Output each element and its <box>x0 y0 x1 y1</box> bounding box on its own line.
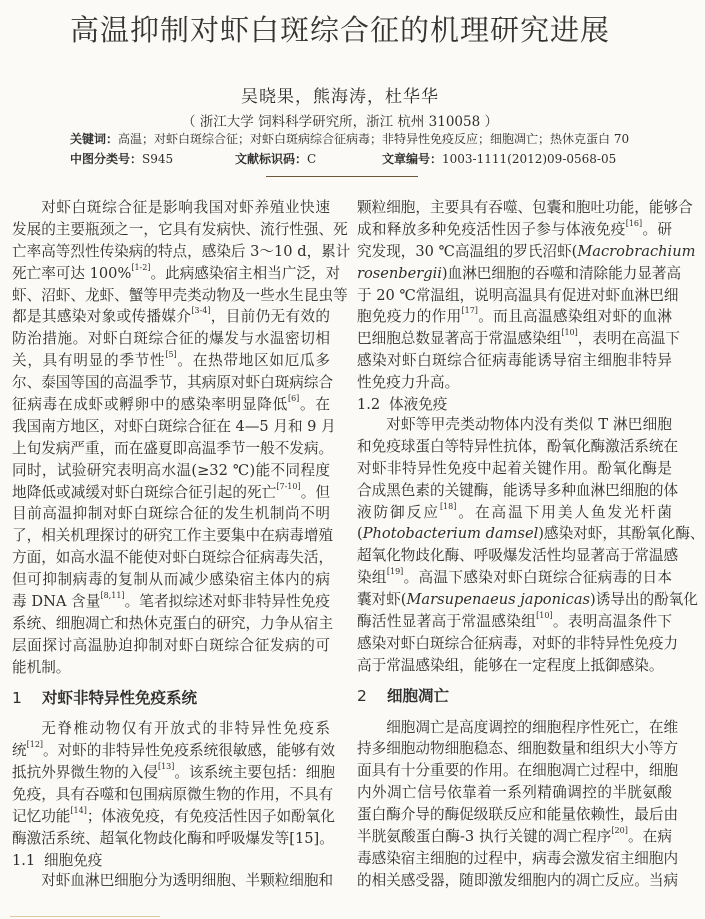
clc-value: S945 <box>142 152 174 166</box>
citation: [14] <box>70 806 87 816</box>
article-no-label: 文章编号： <box>382 152 443 166</box>
keywords-label: 关键词： <box>70 132 119 146</box>
species-name: Macrobrachium <box>577 242 696 260</box>
doc-code-value: C <box>307 152 317 166</box>
text-line: (Photobacterium damsel)感染对虾，其酚氧化酶、 <box>357 525 705 543</box>
text-line: 死亡率可达 100%[1-2]。此病感染宿主相当广泛，对 <box>12 262 341 282</box>
text-line: 但可抑制病毒的复制从而减少感染宿主体内的病 <box>12 571 330 589</box>
text-line: 记忆功能[14]；体液免疫，有免疫活性因子如酚氧化 <box>12 806 335 826</box>
section-heading <box>357 686 672 708</box>
text-line: 对虾白斑综合征是影响我国对虾养殖业快速 <box>41 199 330 216</box>
text-line: 同时，试验研究表明高水温(≥32 ℃)能不同程度 <box>12 461 330 479</box>
text-line: 防治措施。对虾白斑综合征的爆发与水温密切相 <box>12 330 330 348</box>
section-number: 1.1 <box>12 851 36 869</box>
text-line: 方面，如高水温不能使对虾白斑综合征病毒失活， <box>12 549 334 567</box>
citation: [3-4] <box>191 306 211 316</box>
text-line: 无脊椎动物仅有开放式的非特异性免疫系 <box>41 720 330 738</box>
text-line: 关，具有明显的季节性[5]。在热带地区如厄瓜多 <box>12 350 330 370</box>
text-line: 蛋白酶介导的酶促级联反应和能量依赖性，最后由 <box>357 806 679 824</box>
right-column <box>357 197 705 892</box>
text-line: 胞免疫力的作用[17]。而且高温感染组对虾的血淋 <box>357 306 672 326</box>
citation: [12] <box>26 740 44 750</box>
citation: [10] <box>561 328 578 338</box>
section-title: 对虾非特异性免疫系统 <box>42 688 198 707</box>
text-line: 巴细胞总数显著高于常温感染组[10]，表明在高温下 <box>357 328 680 348</box>
citation: [1-2] <box>131 262 151 272</box>
text-line: 面具有十分重要的作用。在细胞凋亡过程中，细胞 <box>357 762 679 780</box>
citation: [13] <box>157 762 175 772</box>
text-line: 免疫，具有吞噬和包围病原微生物的作用，不具有 <box>12 786 334 804</box>
text-line: 对虾非特异性免疫中起着关键作用。酚氧化酶是 <box>357 459 672 477</box>
authors: 吴晓果，熊海涛，杜华华 <box>241 87 439 107</box>
text-line: 半胱氨酸蛋白酶-3 执行关键的凋亡程序[20]。在病 <box>357 826 672 846</box>
text-line: 内外凋亡信号依靠着一系列精确调控的半胱氨酸 <box>357 784 672 802</box>
text-line: 颗粒细胞，主要具有吞噬、包囊和胞吐功能，能够合 <box>357 199 693 216</box>
paper-title: 高温抑制对虾白斑综合征的机理研究进展 <box>69 13 610 47</box>
text-line: 毒 DNA 含量[8,11]。笔者拟综述对虾非特异性免疫 <box>12 591 330 611</box>
text-line: 亡率高等烈性传染病的特点，感染后 3～10 d，累计 <box>12 242 351 260</box>
text-line: 我国南方地区，对虾白斑综合征在 4—5 月和 9 月 <box>12 417 336 435</box>
clc-label: 中图分类号： <box>70 152 143 166</box>
keywords <box>70 130 629 147</box>
text-line: 成和释放多种免疫活性因子参与体液免疫[16]。研 <box>357 218 672 238</box>
keywords-text: 高温；对虾白斑综合征；对虾白斑病综合征病毒；非特异性免疫反应；细胞凋亡；热休克蛋白 70 <box>118 132 630 146</box>
section-title: 体液免疫 <box>389 396 448 414</box>
footnote-rule <box>10 916 160 917</box>
section-heading <box>12 688 330 710</box>
article-number <box>382 150 616 167</box>
species-name: rosenbergii <box>357 264 442 282</box>
article-no-value: 1003-1111(2012)09-0568-05 <box>442 152 617 166</box>
text-line: 层面探讨高温胁迫抑制对虾白斑综合征发病的可 <box>12 636 330 654</box>
text-line: 合成黑色素的关键酶，能诱导多种血淋巴细胞的体 <box>357 481 679 499</box>
citation: [19] <box>386 567 404 577</box>
text-line: 于 20 ℃常温组，说明高温具有促进对虾血淋巴细 <box>357 286 679 304</box>
text-line: 对虾血淋巴细胞分为透明细胞、半颗粒细胞和 <box>41 871 334 889</box>
text-line: 上旬发病严重，而在盛夏即高温季节一般不发病。 <box>12 439 334 457</box>
citation: [20] <box>611 826 628 836</box>
species-name: Photobacterium damsel <box>362 525 539 543</box>
doc-code-label: 文献标识码： <box>235 152 308 166</box>
section-title: 细胞凋亡 <box>387 686 450 705</box>
text-line: 尔、泰国等国的高温季节，其病原对虾白斑病综合 <box>12 374 334 392</box>
text-line: 征病毒在成虾或孵卵中的感染率明显降低[6]。在 <box>12 394 330 414</box>
text-line: 酶激活系统、超氧化物歧化酶和呼吸爆发等[15]。 <box>12 829 334 847</box>
text-line: 超氧化物歧化酶、呼吸爆发活性均显著高于常温感 <box>357 547 679 565</box>
section-title: 细胞免疫 <box>44 851 103 869</box>
text-line: 统[12]。对虾的非特异性免疫系统很敏感，能够有效 <box>12 740 335 760</box>
citation: [16] <box>625 218 643 228</box>
text-line: 发展的主要瓶颈之一，它具有发病快、流行性强、死 <box>12 220 348 238</box>
citation: [18] <box>439 501 457 511</box>
citation: [6] <box>287 394 300 404</box>
text-line: 细胞凋亡是高度调控的细胞程序性死亡，在维 <box>386 718 679 736</box>
text-line: 能机制。 <box>12 658 71 676</box>
text-line: 虾、沼虾、龙虾、蟹等甲壳类动物及一些水生昆虫等 <box>12 286 348 304</box>
citation: [8,11] <box>100 591 125 601</box>
document-code <box>235 150 316 167</box>
section-number: 1.2 <box>357 396 381 414</box>
text-line: 持多细胞动物细胞稳态、细胞数量和组织大小等方 <box>357 740 679 758</box>
citation: [7-10] <box>276 481 301 491</box>
text-line: 染组[19]。高温下感染对虾白斑综合征病毒的日本 <box>357 567 672 587</box>
text-line: 了，相关机理探讨的研究工作主要集中在病毒增殖 <box>12 527 334 545</box>
text-line: 系统、细胞凋亡和热休克蛋白的研究，力争从宿主 <box>12 614 334 632</box>
text-line: 囊对虾(Marsupenaeus japonicas)诱导出的酚氧化 <box>357 591 698 609</box>
citation: [5] <box>165 350 177 360</box>
clc-number <box>70 150 173 167</box>
text-line: 感染对虾白斑综合征病毒能诱导宿主细胞非特异 <box>357 352 672 370</box>
section-number: 1 <box>12 688 22 707</box>
text-line: 目前高温抑制对虾白斑综合征的发生机制尚不明 <box>12 505 330 523</box>
text-line: 对虾等甲壳类动物体内没有类似 T 淋巴细胞 <box>386 416 672 434</box>
text-line: 酶活性显著高于常温感染组[10]。表明高温条件下 <box>357 611 672 631</box>
citation: [10] <box>536 611 553 621</box>
text-line: rosenbergii)血淋巴细胞的吞噬和清除能力显著高 <box>357 264 682 282</box>
text-line: 究发现，30 ℃高温组的罗氏沼虾(Macrobrachium <box>357 242 696 260</box>
affiliation: （ 浙江大学 饲料科学研究所，浙江 杭州 310058 ） <box>182 114 498 130</box>
text-line: 都是其感染对象或传播媒介[3-4]，目前仍无有效的 <box>12 306 330 326</box>
header-rule <box>266 176 418 177</box>
citation: [17] <box>461 306 478 316</box>
text-line: 地降低或减缓对虾白斑综合征引起的死亡[7-10]。但 <box>12 481 330 501</box>
text-line: 液防御反应[18]。在高温下用美人鱼发光杆菌 <box>357 501 672 521</box>
section-number: 2 <box>357 686 367 705</box>
text-line: 高于常温感染组，能够在一定程度上抵御感染。 <box>357 656 664 674</box>
text-line: 性免疫力升高。 <box>357 374 460 392</box>
subsection-heading <box>357 394 672 414</box>
left-column <box>12 197 351 892</box>
species-name: Marsupenaeus japonicas <box>406 591 591 609</box>
text-line: 抵抗外界微生物的入侵[13]。该系统主要包括：细胞 <box>12 762 335 782</box>
text-line: 毒感染宿主细胞的过程中，病毒会激发宿主细胞内 <box>357 849 679 867</box>
text-line: 感染对虾白斑综合征病毒，对虾的非特异性免疫力 <box>357 634 679 652</box>
text-line: 的相关感受器，随即激发细胞内的凋亡反应。当病 <box>357 871 679 889</box>
subsection-heading <box>12 850 330 870</box>
text-line: 和免疫球蛋白等特异性抗体，酚氧化酶激活系统在 <box>357 437 679 455</box>
